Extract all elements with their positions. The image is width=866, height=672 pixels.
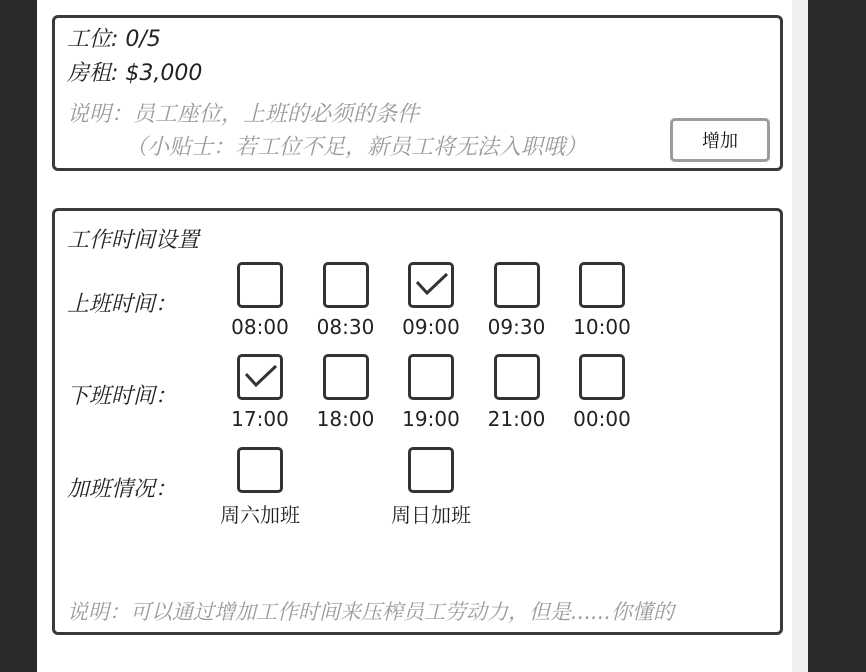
- end-time-checkbox[interactable]: [237, 354, 283, 400]
- start-time-label: 08:00: [231, 315, 289, 339]
- end-time-label: 18:00: [316, 407, 375, 431]
- overtime-label: 周日加班: [391, 503, 471, 527]
- overtime-label: 周六加班: [220, 503, 300, 527]
- rent-amount: 房租: $3,000: [67, 61, 203, 86]
- overtime-checkbox[interactable]: [237, 447, 283, 493]
- start-time-label: 上班时间：: [67, 292, 178, 317]
- start-time-label: 08:30: [316, 315, 375, 339]
- start-time-label: 09:00: [402, 315, 460, 339]
- workstation-tip: （小贴士：若工位不足，新员工将无法入职哦）: [125, 135, 588, 160]
- start-time-checkbox[interactable]: [408, 262, 454, 308]
- start-time-checkbox[interactable]: [237, 262, 283, 308]
- start-time-checkbox[interactable]: [579, 262, 625, 308]
- start-time-label: 10:00: [573, 315, 631, 339]
- left-margin: [0, 0, 37, 672]
- end-time-checkbox[interactable]: [494, 354, 540, 400]
- end-time-checkbox[interactable]: [323, 354, 369, 400]
- right-margin: [808, 0, 866, 672]
- end-time-label: 21:00: [487, 407, 546, 431]
- overtime-checkbox[interactable]: [408, 447, 454, 493]
- work-schedule-panel: [52, 208, 783, 635]
- start-time-label: 09:30: [487, 315, 546, 339]
- overtime-label: 加班情况：: [67, 477, 178, 502]
- start-time-checkbox[interactable]: [323, 262, 369, 308]
- workstation-description: 说明：员工座位，上班的必须的条件: [67, 102, 420, 127]
- end-time-label: 00:00: [573, 407, 631, 431]
- end-time-checkbox[interactable]: [408, 354, 454, 400]
- seats-count: 工位: 0/5: [67, 27, 161, 52]
- start-time-checkbox[interactable]: [494, 262, 540, 308]
- end-time-checkbox[interactable]: [579, 354, 625, 400]
- end-time-label: 下班时间：: [67, 384, 178, 409]
- schedule-note: 说明：可以通过增加工作时间来压榨员工劳动力，但是......你懂的: [67, 600, 675, 624]
- schedule-title: 工作时间设置: [67, 228, 200, 253]
- add-workstation-button[interactable]: 增加: [670, 118, 770, 162]
- end-time-label: 19:00: [402, 407, 460, 431]
- scroll-strip: [792, 0, 808, 672]
- workstation-panel: [52, 15, 783, 171]
- end-time-label: 17:00: [231, 407, 289, 431]
- checkmark-icon: [415, 271, 449, 297]
- checkmark-icon: [244, 363, 278, 389]
